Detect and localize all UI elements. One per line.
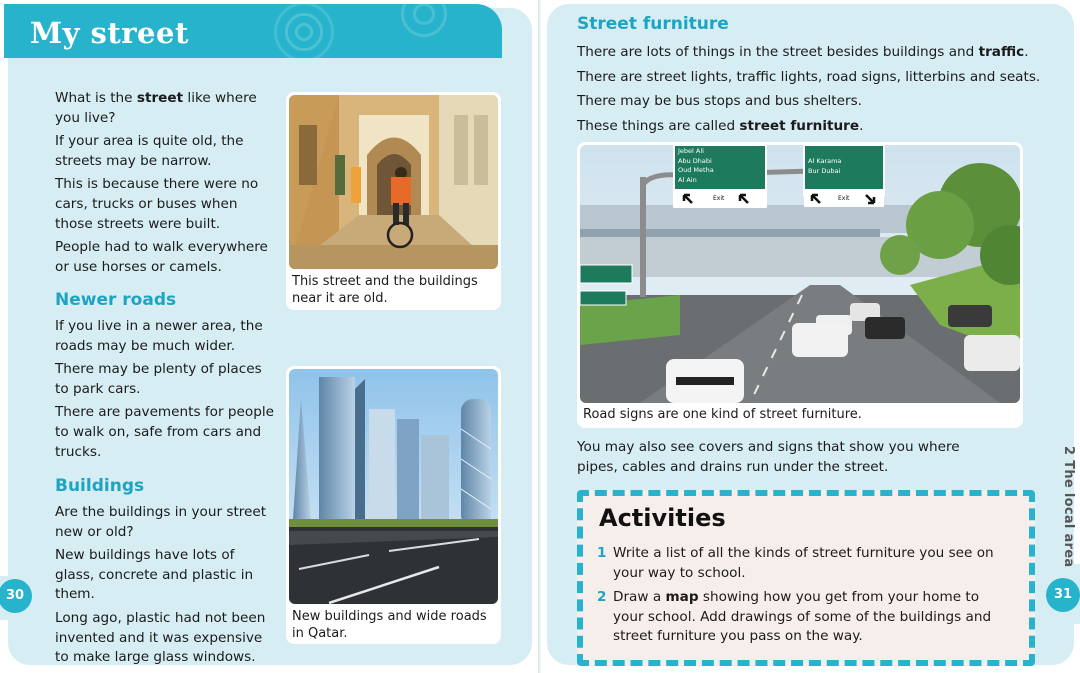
right-sign-text: Al Karama Bur Dubai [808,157,842,175]
old-street-photo [289,95,498,269]
buildings-text [55,503,277,672]
street-furniture-line-3: There may be bus stops and bus shelters. [577,93,862,110]
intro-paragraph-2: If your area is quite old, the streets may be narrow. [55,133,244,169]
street-furniture-line-1: There are lots of things in the street besides buildings and traffic. [577,44,1029,60]
activity-number-2: 2 [597,589,607,605]
activities-box [577,490,1035,666]
left-page [0,0,538,673]
covers-paragraph: You may also see covers and signs that show you where pipes, cables and drains run under the street. [577,439,960,475]
activity-text-1: Write a list of all the kinds of street furniture you see on your way to school. [613,545,994,581]
old-street-caption: This street and the buildings near it are old. [292,274,478,306]
buildings-paragraph-3: Long ago, plastic had not been invented and it was expensive to make large glass windows. [55,609,266,666]
right-sign-exit: Exit [838,195,850,202]
photo-card-old-street [286,92,501,310]
page-title: My street [30,16,189,50]
intro-paragraph-1: What is the street like where you live? [55,90,257,126]
title-banner [4,4,502,58]
new-buildings-caption: New buildings and wide roads in Qatar. [292,609,487,641]
activity-item-1 [597,544,1003,583]
photo-card-new-buildings [286,366,501,644]
page-number-left: 30 [0,579,32,613]
street-furniture-line-4: These things are called street furniture. [577,117,864,134]
newer-roads-heading: Newer roads [55,290,177,310]
activities-title: Activities [599,504,726,532]
page-number-right: 31 [1046,578,1080,612]
intro-text [55,89,277,281]
road-signs-photo [580,145,1020,403]
chapter-side-label: 2 The local area [1061,446,1076,568]
activity-text-2: Draw a map showing how you get from your home to your school. Add drawings of some of the buildings and street furniture you pass on the way. [613,589,992,645]
newer-roads-paragraph-1: If you live in a newer area, the roads may be much wider. [55,318,263,354]
left-sign-exit: Exit [713,195,725,202]
activity-number-1: 1 [597,545,607,561]
photo-card-road-signs [577,142,1023,428]
street-furniture-line-2: There are street lights, traffic lights, road signs, litterbins and seats. [577,68,1041,85]
newer-roads-text [55,317,277,466]
intro-paragraph-3: This is because there were no cars, trucks or buses when those streets were built. [55,176,259,232]
buildings-paragraph-2: New buildings have lots of glass, concrete and plastic in them. [55,547,254,603]
road-signs-caption: Road signs are one kind of street furniture. [583,407,862,422]
right-page [541,0,1080,673]
left-sign-text: Jebel Ali Abu Dhabi Oud Metha Al Ain [678,147,714,184]
newer-roads-paragraph-2: There may be plenty of places to park cars. [55,361,262,397]
activity-item-2 [597,588,1003,647]
buildings-heading: Buildings [55,476,145,496]
newer-roads-paragraph-3: There are pavements for people to walk on, safe from cars and trucks. [55,404,274,460]
street-furniture-text [577,40,1057,138]
street-furniture-heading: Street furniture [577,14,729,34]
buildings-paragraph-1: Are the buildings in your street new or old? [55,504,267,540]
intro-paragraph-4: People had to walk everywhere or use horses or camels. [55,239,268,275]
new-buildings-photo [289,369,498,604]
